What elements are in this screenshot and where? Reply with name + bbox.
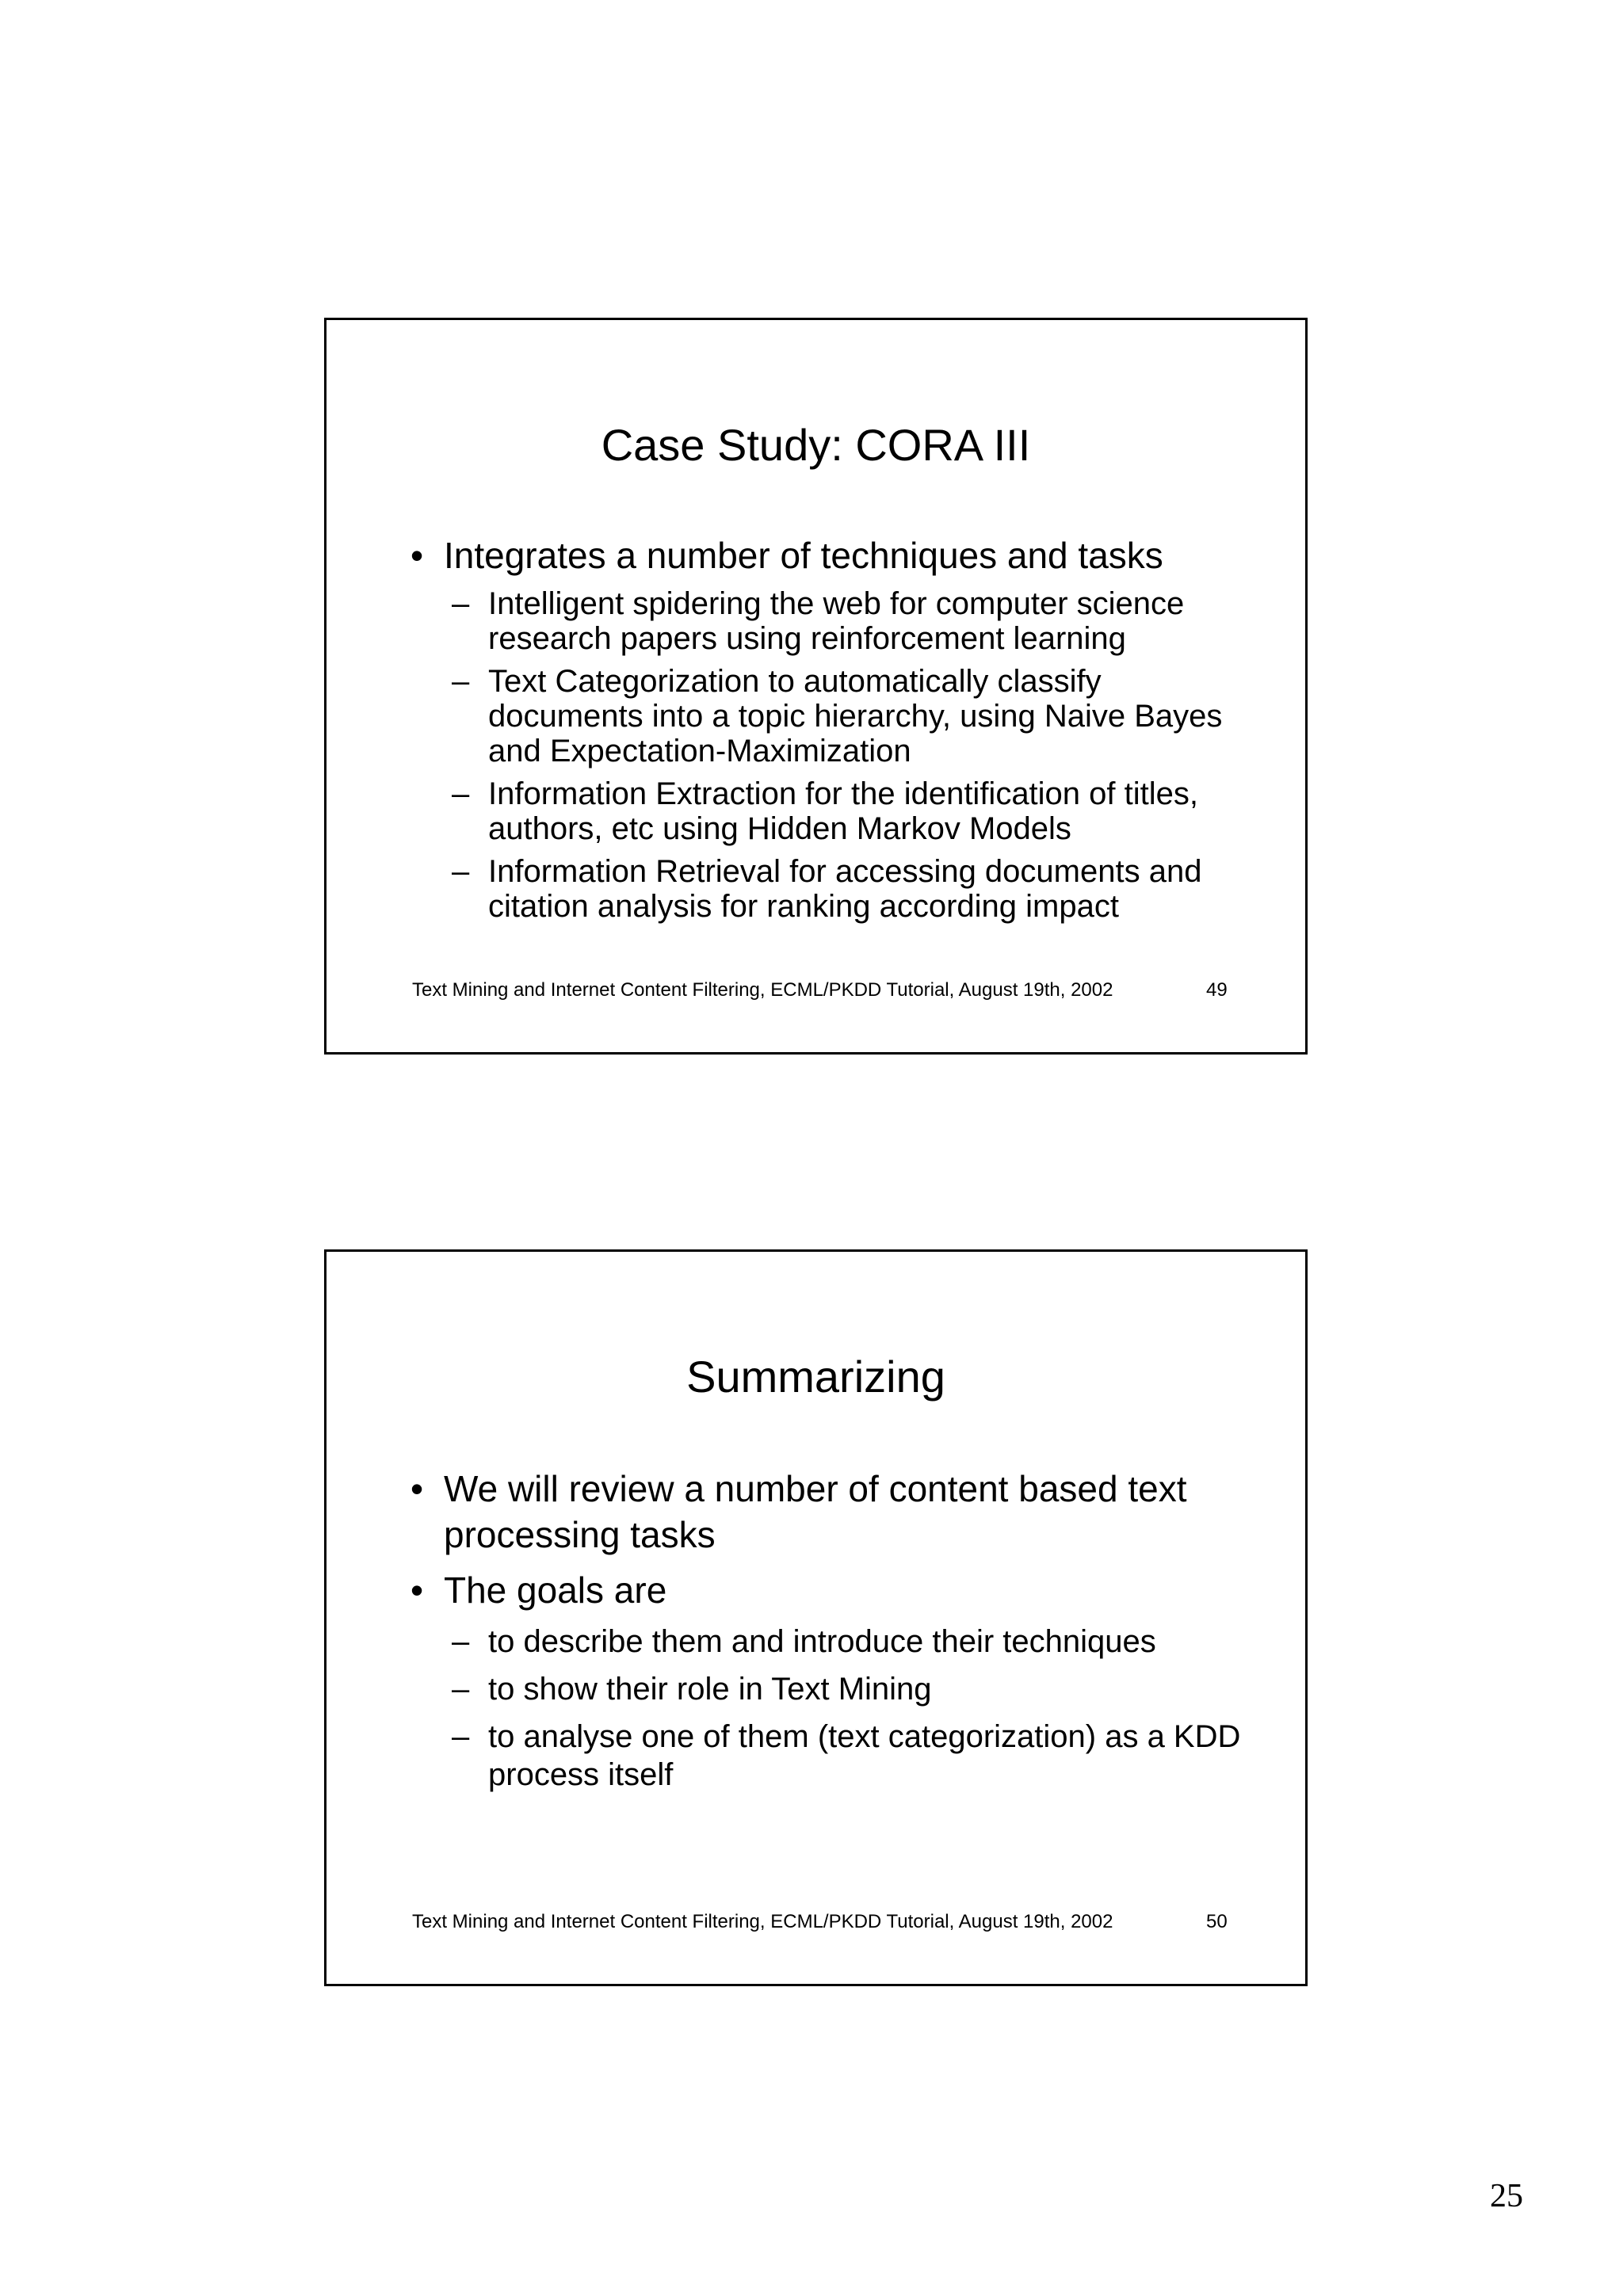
sub-bullet-item: – to show their role in Text Mining bbox=[444, 1670, 1243, 1708]
slide-title: Summarizing bbox=[686, 1352, 945, 1402]
bullet-item bbox=[411, 1567, 1243, 1794]
bullet-text: We will review a number of content based text processing tasks bbox=[444, 1468, 1187, 1555]
bullet-list bbox=[411, 1466, 1243, 1794]
page-number: 25 bbox=[1490, 2178, 1523, 2214]
sub-bullet-item: – Text Categorization to automatically classify documents into a topic hierarchy, using Naive Bayes and Expectation-Maximization bbox=[444, 664, 1243, 769]
bullet-list bbox=[411, 532, 1243, 924]
sub-bullet-item: – Information Extraction for the identification of titles, authors, etc using Hidden Markov Models bbox=[444, 776, 1243, 846]
slide-number: 49 bbox=[1206, 979, 1228, 1001]
slide-title: Case Study: CORA III bbox=[601, 420, 1031, 470]
bullet-text: The goals are bbox=[444, 1569, 667, 1611]
slide-footer: Text Mining and Internet Content Filtering, ECML/PKDD Tutorial, August 19th, 2002 bbox=[412, 979, 1113, 1001]
sub-bullet-item: – to describe them and introduce their techniques bbox=[444, 1623, 1243, 1661]
sub-bullet-item: – to analyse one of them (text categorization) as a KDD process itself bbox=[444, 1718, 1243, 1794]
slide-49 bbox=[324, 318, 1308, 1055]
bullet-item bbox=[411, 1466, 1243, 1558]
sub-bullet-item: – Intelligent spidering the web for computer science research papers using reinforcement learning bbox=[444, 586, 1243, 656]
slide-footer: Text Mining and Internet Content Filtering, ECML/PKDD Tutorial, August 19th, 2002 bbox=[412, 1911, 1113, 1932]
sub-bullet-list bbox=[444, 1623, 1243, 1794]
bullet-item bbox=[411, 532, 1243, 924]
bullet-text: Integrates a number of techniques and tasks bbox=[444, 535, 1163, 576]
sub-bullet-item: – Information Retrieval for accessing documents and citation analysis for ranking according impact bbox=[444, 854, 1243, 924]
slide-50 bbox=[324, 1249, 1308, 1986]
sub-bullet-list bbox=[444, 586, 1243, 924]
slide-number: 50 bbox=[1206, 1911, 1228, 1932]
